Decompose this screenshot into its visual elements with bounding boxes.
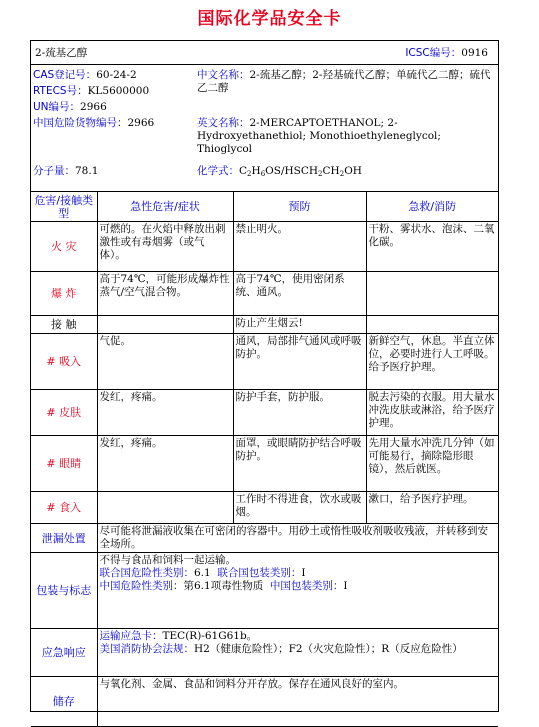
cell-hazard [97,316,233,334]
packaging-line-3: 中国危险性类别：第6.1项毒性物质 中国包装类别：I [99,580,348,592]
emergency-row [31,629,498,677]
row-type-explosion: 爆 炸 [31,272,97,316]
emergency-text [97,629,498,677]
spill-row [31,524,498,553]
col-header-prevention: 预防 [233,192,366,222]
cell-hazard [97,492,233,524]
cell-prevention: 防止产生烟云! [233,316,366,334]
identifiers-block [31,65,498,191]
row-type-skin: # 皮肤 [31,390,97,436]
chemical-formula [197,165,362,181]
card-title: 国际化学品安全卡 [197,9,342,29]
chemical-name: 2-巯基乙醇 [35,47,88,59]
emergency-label: 应急响应 [31,629,97,677]
cell-hazard: 发红，疼痛。 [97,390,233,436]
packaging-row [31,553,498,629]
col-header-first-aid: 急救/消防 [366,192,498,222]
storage-row [31,677,498,727]
cell-prevention: 高于74℃，使用密闭系统、通风。 [233,272,366,316]
cell-hazard: 气促。 [97,334,233,390]
cname-value: 2-巯基乙醇；2-羟基硫代乙醇；单硫代乙二醇；硫代乙二醇 [197,69,491,94]
cell-first-aid: 漱口，给予医疗护理。 [366,492,498,524]
cell-first-aid: 干粉、雾状水、泡沫、二氧化碳。 [366,222,498,272]
cell-prevention: 通风，局部排气通风或呼吸防护。 [233,334,366,390]
icsc-number [405,47,488,60]
rtecs-label: RTECS号： [33,85,88,97]
packaging-label: 包装与标志 [31,553,97,629]
rtecs-value: KL5600000 [87,85,150,97]
un-number [33,101,107,114]
safety-card [30,40,499,712]
un-value: 2966 [80,101,107,113]
ename-value: 2-MERCAPTOETHANOL; 2-Hydroxyethanethiol; Monothioethyleneglycol; Thioglycol [197,117,441,155]
cname-label: 中文名称： [197,69,250,81]
cell-first-aid [366,272,498,316]
table-row [31,492,498,524]
table-row [31,272,498,316]
ename-label: 英文名称： [197,117,250,129]
col-header-type: 危害/接触类型 [31,192,97,222]
un-label: UN编号： [33,101,81,113]
formula-value: $C_2H_6OS/HSCH_2CH_2OH$ [239,165,362,178]
cell-first-aid [366,316,498,334]
row-type-contact: 接 触 [31,316,97,334]
header-row [31,41,498,65]
hazard-table [31,191,498,727]
table-row [31,390,498,436]
chinese-name [197,69,495,95]
emergency-line-1: 运输应急卡：TEC(R)-61G61b。 [99,630,258,642]
cas-value: 60-24-2 [96,69,137,81]
cn-label: 中国危险货物编号： [33,117,128,129]
english-name [197,117,497,156]
cell-hazard: 高于74℃，可能形成爆炸性蒸气/空气混合物。 [97,272,233,316]
table-row [31,316,498,334]
cell-prevention: 禁止明火。 [233,222,366,272]
cell-first-aid: 先用大量水冲洗几分钟（如可能易行，摘除隐形眼镜），然后就医。 [366,436,498,492]
icsc-label: ICSC编号： [405,47,462,59]
cell-prevention: 工作时不得进食，饮水或吸烟。 [233,492,366,524]
table-row [31,436,498,492]
cas-label: CAS登记号： [33,69,97,81]
table-header-row [31,192,498,222]
icsc-value: 0916 [461,47,488,59]
row-type-fire: 火 灾 [31,222,97,272]
cell-hazard: 发红，疼痛。 [97,436,233,492]
cell-first-aid: 脱去污染的衣服。用大量水冲洗皮肤或淋浴，给予医疗护理。 [366,390,498,436]
cn-number [33,117,154,130]
packaging-line-1: 不得与食品和饲料一起运输。 [99,554,236,566]
mw-label: 分子量： [33,165,75,177]
table-row [31,334,498,390]
cell-hazard: 可燃的。在火焰中释放出刺激性或有毒烟雾（或气体）。 [97,222,233,272]
mw-value: 78.1 [75,165,99,177]
table-row [31,222,498,272]
cas-number [33,69,137,82]
cell-first-aid: 新鲜空气，休息。半直立体位，必要时进行人工呼吸。给予医疗护理。 [366,334,498,390]
packaging-line-2: 联合国危险性类别：6.1 联合国包装类别：I [99,567,306,579]
rtecs-number [33,85,149,98]
row-type-eyes: # 眼睛 [31,436,97,492]
spill-label: 泄漏处置 [31,524,97,553]
cn-value: 2966 [127,117,155,129]
spill-text: 尽可能将泄漏液收集在可密闭的容器中。用砂土或惰性吸收剂吸收残液，并转移到安全场所。 [97,524,498,553]
formula-label: 化学式： [197,165,239,177]
cell-prevention: 面罩，或眼睛防护结合呼吸防护。 [233,436,366,492]
cell-prevention: 防护手套，防护服。 [233,390,366,436]
packaging-text [97,553,498,629]
molecular-weight [33,165,98,178]
storage-text: 与氧化剂、金属、食品和饲料分开存放。保存在通风良好的室内。 [97,677,498,727]
storage-label: 储存 [31,677,97,727]
emergency-line-2: 美国消防协会法规：H2（健康危险性）；F2（火灾危险性）；R（反应危险性） [99,643,463,655]
row-type-ingestion: # 食入 [31,492,97,524]
col-header-hazard: 急性危害/症状 [97,192,233,222]
row-type-inhalation: # 吸入 [31,334,97,390]
